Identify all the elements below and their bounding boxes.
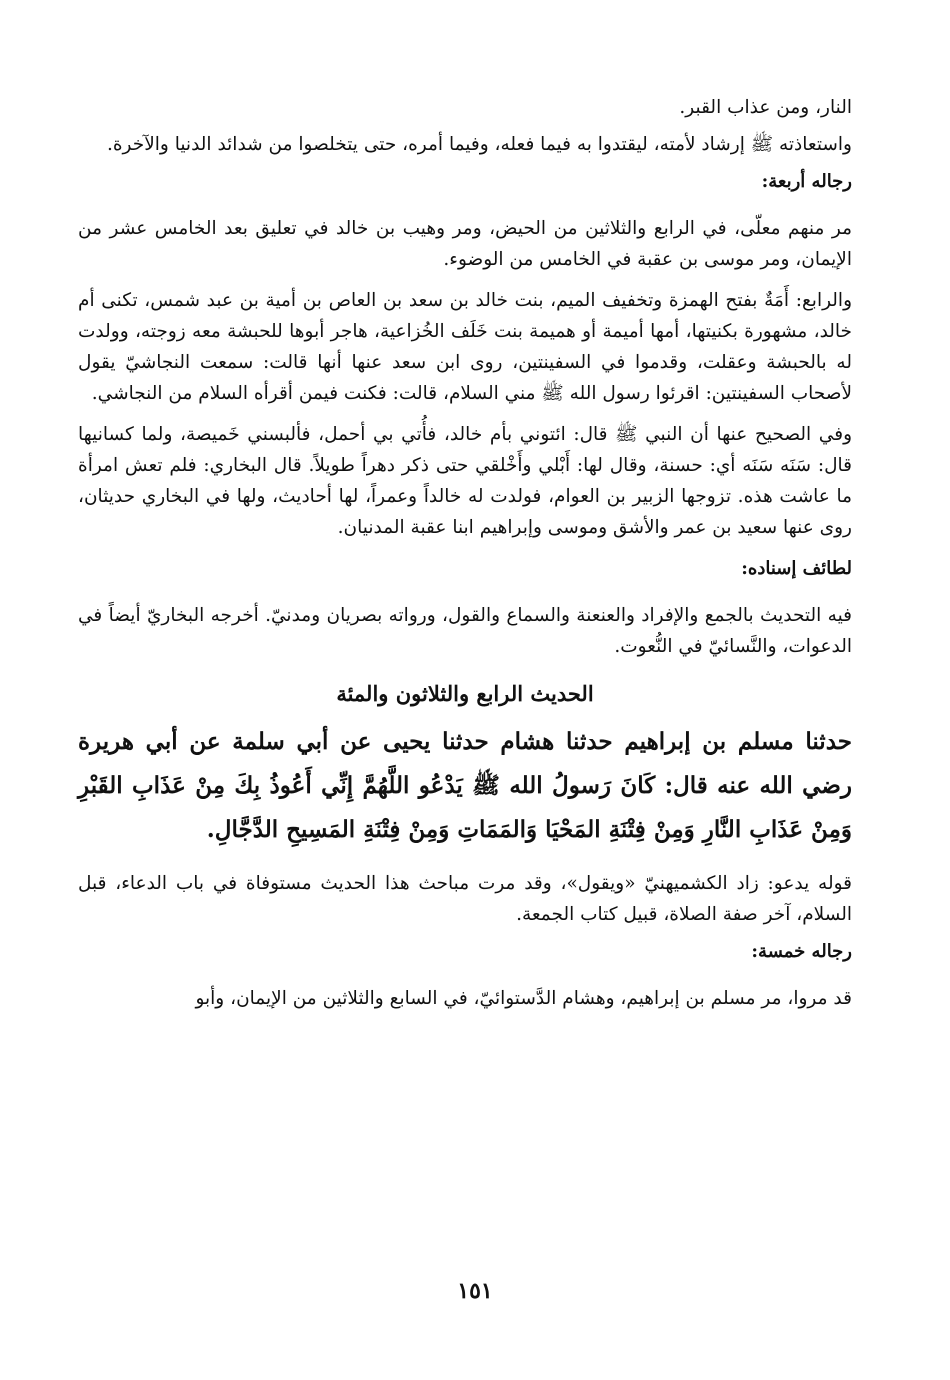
page-number: ١٥١ bbox=[457, 1278, 493, 1304]
paragraph-intro: النار، ومن عذاب القبر. bbox=[679, 97, 852, 118]
hadith-title: الحديث الرابع والثلاثون والمئة bbox=[336, 681, 594, 706]
hadith-text: حدثنا مسلم بن إبراهيم حدثنا هشام حدثنا يحيى عن أبي سلمة عن أبي هريرة رضي الله عنه قال: كَانَ رَسولُ الله ﷺ يَدْعُو اللَّهُمَّ إِنِّي أَعُوذُ بِكَ مِنْ عَذَابِ القَبْرِ وَمِنْ عَذَابِ النَّارِ وَمِنْ فِتْنَةِ المَحْيَا وَالمَمَاتِ وَمِنْ فِتْنَةِ المَسِيحِ الدَّجَّالِ. bbox=[78, 728, 852, 843]
heading-narrators-five: رجاله خمسة: bbox=[751, 941, 852, 962]
heading-isnad-subtleties: لطائف إسناده: bbox=[741, 558, 852, 579]
paragraph-fourth-narrator: والرابع: أَمَةٌ بفتح الهمزة وتخفيف الميم، بنت خالد بن سعد بن العاص بن أمية بن عبد شمس، تكنى أم خالد، مشهورة بكنيتها، أمها أميمة أو هميمة بنت خَلَف الخُزاعية، هاجر أبوها للحبشة معه زوجته، وولدت له بالحبشة وعقلت، وقدموا في السفينتين، روى ابن سعد عنها أنها قالت: سمعت النجاشيّ يقول لأصحاب السفينتين: اقرئوا رسول الله ﷺ مني السلام، قالت: فكنت فيمن أقرأه السلام من النجاشي. bbox=[78, 290, 852, 404]
paragraph-narrators-five: قد مروا، مر مسلم بن إبراهيم، وهشام الدَّستوائيّ، في السابع والثلاثين من الإيمان، وأبو bbox=[195, 988, 852, 1009]
paragraph-sahih-report: وفي الصحيح عنها أن النبي ﷺ قال: ائتوني بأم خالد، فأُتي بي أحمل، فألبسني خَميصة، ولما كسانيها قال: سَنَه سَنَه أي: حسنة، وقال لها: أَبْلي وأَخْلقي حتى ذكر دهراً طويلاً. قال البخاري: فلم تعش امرأة ما عاشت هذه. تزوجها الزبير بن العوام، فولدت له خالداً وعمراً، لها أحاديث، ولها في البخاري حديثان، روى عنها سعيد بن عمر والأشق وموسى وإبراهيم ابنا عقبة المدنيان. bbox=[78, 424, 852, 538]
paragraph-isnad-notes: فيه التحديث بالجمع والإفراد والعنعنة والسماع والقول، ورواته بصريان ومدنيّ. أخرجه البخاريّ أيضاً في الدعوات، والنَّسائيّ في النُّعوت. bbox=[78, 605, 852, 657]
paragraph-istiadha: واستعاذته ﷺ إرشاد لأمته، ليقتدوا به فيما فعله، وفيما أمره، حتى يتخلصوا من شدائد الدنيا والآخرة. bbox=[106, 134, 852, 155]
paragraph-commentary: قوله يدعو: زاد الكشميهنيّ «ويقول»، وقد مرت مباحث هذا الحديث مستوفاة في باب الدعاء، قبل السلام، آخر صفة الصلاة، قبيل كتاب الجمعة. bbox=[78, 873, 852, 925]
paragraph-narrators-mentioned: مر منهم معلّى، في الرابع والثلاثين من الحيض، ومر وهيب بن خالد في تعليق بعد الخامس عشر من الإيمان، ومر موسى بن عقبة في الخامس من الوضوء. bbox=[78, 218, 852, 270]
heading-narrators-four: رجاله أربعة: bbox=[761, 171, 852, 192]
